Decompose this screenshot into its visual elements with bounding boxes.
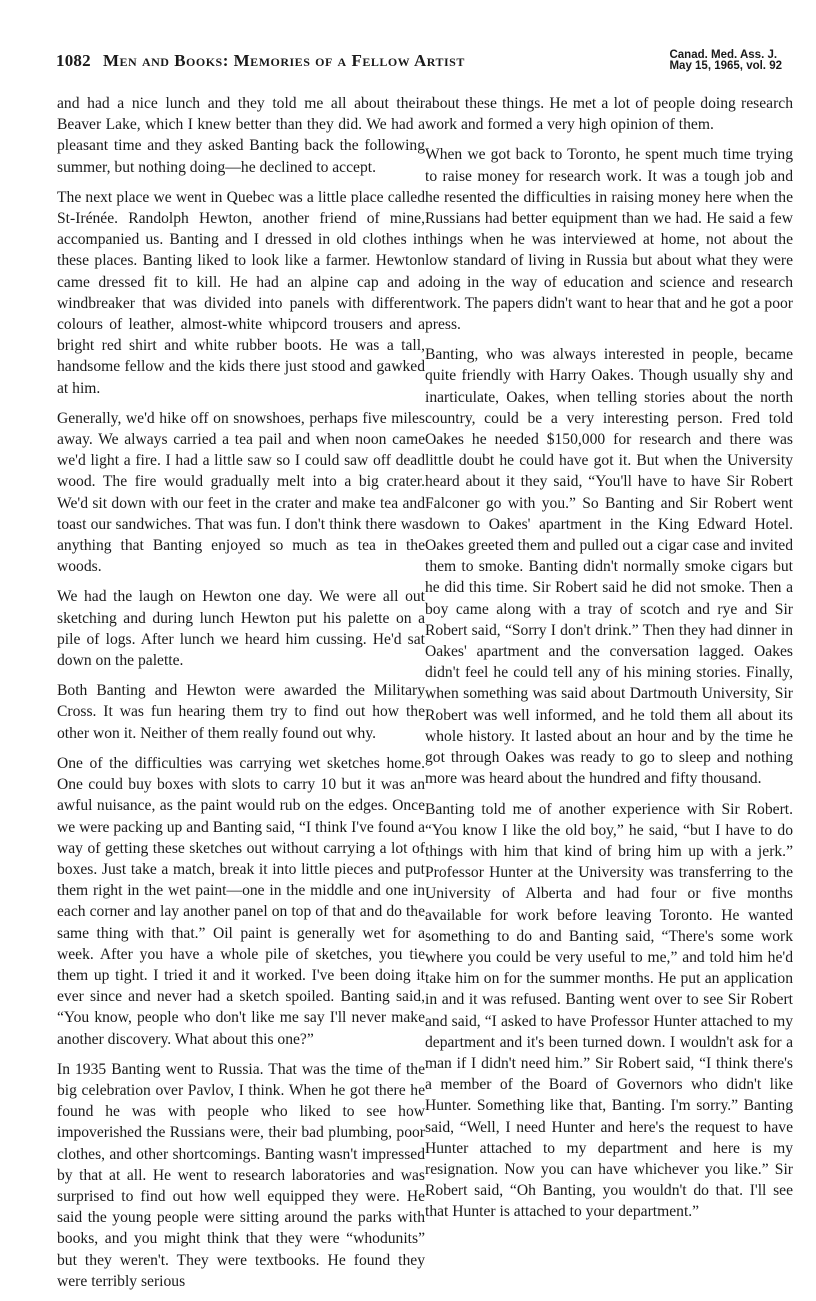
page-header — [56, 50, 796, 80]
paragraph: about these things. He met a lot of people doing research work and formed a very high opinion of them. — [425, 95, 793, 134]
paragraph: Both Banting and Hewton were awarded the Military Cross. It was fun hearing them try to find out how the other won it. Neither of them really found out why. — [57, 682, 425, 742]
paragraph: Banting told me of another experience with Sir Robert. “You know I like the old boy,” he said, “but I have to do things with him that kind of bring him up with a jerk.” Professor Hunter at the University was transferring to the University of Alberta and had four or five months available for work before leaving Toronto. He wanted something to do and Banting said, “There's some work where you could be very useful to me,” and told him he'd take him on for the summer months. He put an application in and it was refused. Banting went over to see Sir Robert and said, “I asked to have Professor Hunter attached to my department and it's been turned down. I wouldn't ask for a man if I didn't need him.” Sir Robert said, “I think there's a member of the Board of Governors who didn't like Hunter. Something like that, Banting. I'm sorry.” Banting said, “Well, I need Hunter and here's the request to have Hunter attached to my department and here is my resignation. Now you can have whichever you like.” Sir Robert said, “Oh Banting, you wouldn't do that. I'll see that Hunter is attached to your department.” — [425, 800, 793, 1221]
page-number: 1082 — [56, 51, 91, 70]
paragraph: When we got back to Toronto, he spent much time trying to raise money for research work. It was a tough job and he resented the difficulties in raising money here when the Russians had better equipment than we had. He said a few things when he was interviewed at home, not about the low standard of living in Russia but about what they were doing in the way of education and science and research work. The papers didn't want to hear that and he got a poor press. — [425, 146, 793, 334]
paragraph: and had a nice lunch and they told me all about their Beaver Lake, which I knew better than they did. We had a pleasant time and they asked Banting back the following summer, but nothing doing—he declined to accept. — [57, 95, 425, 176]
left-column — [57, 93, 425, 1301]
paragraph: One of the difficulties was carrying wet sketches home. One could buy boxes with slots to carry 10 but it was an awful nuisance, as the paint would rub on the edges. Once we were packing up and Banting said, “I think I've found a way of getting these sketches out without carrying a lot of boxes. Just take a match, break it into little pieces and put them right in the wet paint—one in the middle and one in each corner and lay another panel on top of that and do the same thing with that.” Oil paint is generally wet for a week. After you have a whole pile of sketches, you tie them up tight. I tried it and it worked. I've been doing it ever since and never had a sketch spoiled. Banting said, “You know, people who don't like me say I'll never make another discovery. What about this one?” — [57, 754, 425, 1048]
paragraph: In 1935 Banting went to Russia. That was the time of the big celebration over Pavlov, I think. When he got there he found he was with people who liked to see how impoverished the Russians were, their bad plumbing, poor clothes, and other shortcomings. Banting wasn't impressed by that at all. He went to research laboratories and was surprised to find out how well equipped they were. He said the young people were sitting around the parks with books, and you might think that they were “whodunits” but they weren't. They were textbooks. He found they were terribly serious — [57, 1060, 425, 1290]
paragraph: We had the laugh on Hewton one day. We were all out sketching and during lunch Hewton put his palette on a pile of logs. After lunch we heard him cussing. He'd sat down on the palette. — [57, 588, 425, 670]
citation-journal: Canad. Med. Ass. J. — [669, 49, 778, 61]
paragraph: Banting, who was always interested in people, became quite friendly with Harry Oakes. Though usually shy and inarticulate, Oakes, when telling stories about the north country, could be a very interesting person. Fred told Oakes he needed $150,000 for research and there was little doubt he could have got it. But when the University heard about it they said, “You'll have to have Sir Robert Falconer go with you.” So Banting and Sir Robert went down to Oakes' apartment in the King Edward Hotel. Oakes greeted them and pulled out a cigar case and invited them to smoke. Banting didn't normally smoke cigars but he did this time. Sir Robert said he did not smoke. Then a boy came along with a tray of scotch and rye and Sir Robert said, “Sorry I don't drink.” Then they had dinner in Oakes' apartment and the conversation lagged. Oakes didn't feel he could tell any of his mining stories. Finally, when something was said about Dartmouth University, Sir Robert was well informed, and he told them all about its whole history. It lasted about an hour and by the time he got through Oakes was ready to go to sleep and nothing more was heard about the hundred and fifty thousand. — [425, 346, 793, 788]
citation-date-volume: May 15, 1965, vol. 92 — [669, 60, 782, 72]
paragraph: The next place we went in Quebec was a little place called St-Irénée. Randolph Hewton, another friend of mine, accompanied us. Banting and I dressed in old clothes in these places. Banting liked to look like a farmer. Hewton came dressed fit to kill. He had an alpine cap and a windbreaker that was divided into panels with different colours of leather, almost-white whipcord trousers and a bright red shirt and white rubber boots. He was a tall, handsome fellow and the kids there just stood and gawked at him. — [57, 188, 425, 397]
right-column — [425, 93, 793, 1232]
running-title: Men and Books: Memories of a Fellow Artist — [103, 51, 465, 70]
paragraph: Generally, we'd hike off on snowshoes, perhaps five miles away. We always carried a tea pail and when noon came we'd light a fire. I had a little saw so I could saw off dead wood. The fire would gradually melt into a big crater. We'd sit down with our feet in the crater and make tea and toast our sandwiches. That was fun. I don't think there was anything that Banting enjoyed so much as tea in the woods. — [57, 409, 425, 576]
journal-citation — [669, 50, 782, 72]
